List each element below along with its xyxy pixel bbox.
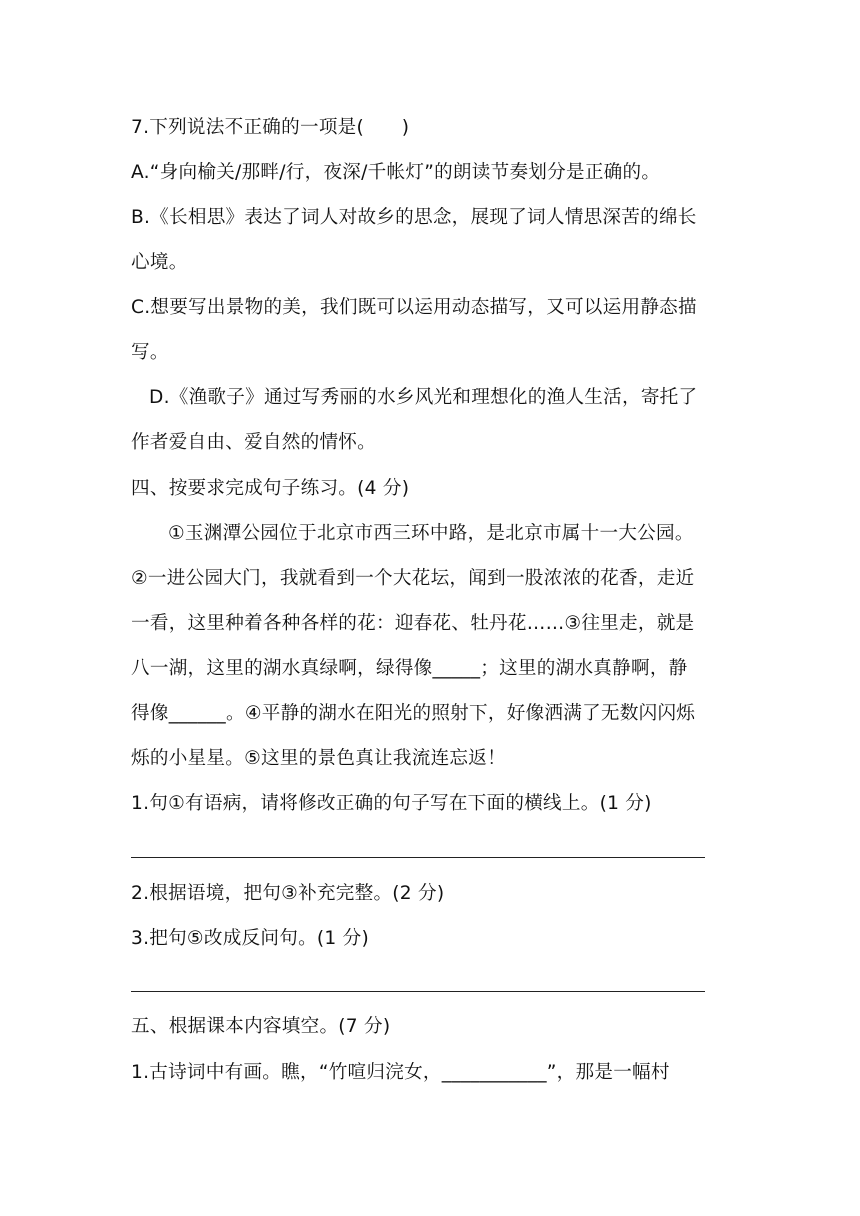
passage-line: 一看，这里种着各种各样的花：迎春花、牡丹花……③往里走，就是 [131, 613, 695, 634]
option-d-line-2: 作者爱自由、爱自然的情怀。 [131, 432, 376, 453]
passage-line: 烁的小星星。⑤这里的景色真让我流连忘返！ [131, 748, 506, 769]
section-5-heading: 五、根据课本内容填空。(7 分) [131, 1016, 391, 1037]
option-b-line-2: 心境。 [131, 252, 188, 273]
option-c-line-2: 写。 [131, 342, 169, 363]
option-c-line-1: C.想要写出景物的美，我们既可以运用动态描写，又可以运用静态描 [131, 297, 697, 318]
section-4-question-2: 2.根据语境，把句③补充完整。(2 分) [131, 883, 445, 904]
section-4-question-1: 1.句①有语病，请将修改正确的句子写在下面的横线上。(1 分) [131, 793, 652, 814]
section-4-heading: 四、按要求完成句子练习。(4 分) [131, 478, 410, 499]
answer-line-3[interactable] [131, 991, 705, 992]
section-4-question-3: 3.把句⑤改成反问句。(1 分) [131, 928, 370, 949]
option-d-line-1: D.《渔歌子》通过写秀丽的水乡风光和理想化的渔人生活，寄托了 [149, 387, 698, 408]
question-7-stem: 7.下列说法不正确的一项是( ) [131, 117, 410, 138]
section-5-question-1: 1.古诗词中有画。瞧，“竹喧归浣女，___________”，那是一幅村 [131, 1062, 670, 1083]
answer-line-1[interactable] [131, 857, 705, 858]
option-b-line-1: B.《长相思》表达了词人对故乡的思念，展现了词人情思深苦的绵长 [131, 207, 697, 228]
passage-line: ②一进公园大门，我就看到一个大花坛，闻到一股浓浓的花香，走近 [131, 568, 695, 589]
passage-line: 八一湖，这里的湖水真绿啊，绿得像_____；这里的湖水真静啊，静 [131, 658, 688, 679]
passage-line: ①玉渊潭公园位于北京市西三环中路，是北京市属十一大公园。 [168, 523, 694, 544]
passage-line: 得像______。④平静的湖水在阳光的照射下，好像洒满了无数闪闪烁 [131, 703, 696, 724]
option-a: A.“身向榆关/那畔/行，夜深/千帐灯”的朗读节奏划分是正确的。 [131, 162, 661, 183]
